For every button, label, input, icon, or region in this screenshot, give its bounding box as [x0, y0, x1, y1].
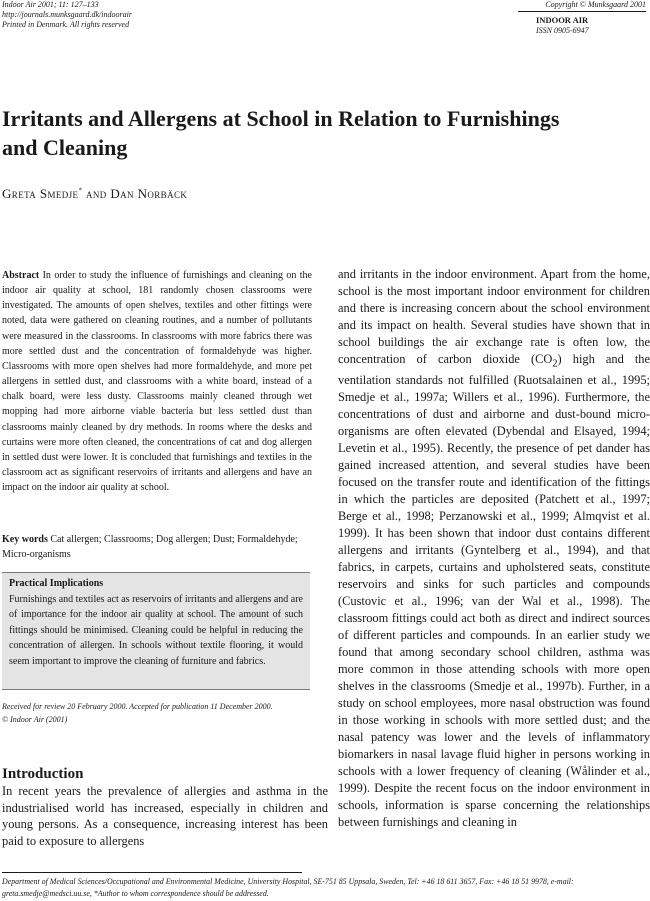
abstract-text: In order to study the influence of furnishings and cleaning on the indoor air quality at school, 181 randomly chosen classrooms were investigated. The amounts of open shelves, textiles and other fittings were noted, data were gathered on cleaning routines, and a number of pollutants were measured in the classrooms. In classrooms with more fabrics there was more settled dust and the concentration of formaldehyde was higher. Classrooms with more open shelves had more formaldehyde, and more pet allergens in settled dust, and classrooms with a white board, instead of a chalk board, were less dusty. Classrooms mainly cleaned through wet mopping had more airborne viable bacteria but less settled dust than classrooms mainly cleaned by dry methods. In rooms where the desks and curtains were more often cleaned, the concentrations of cat and dog allergen in settled dust were lower. It is concluded that furnishings and textiles in the classroom act as significant reservoirs of irritants and allergens and have an impact on the indoor air quality at school.: [2, 270, 312, 494]
introduction-heading: Introduction: [2, 766, 84, 782]
right-column-part-1: and irritants in the indoor environment. Apart from the home, school is the most important indoor environment for children and there is increasing concern about the school environment and its impact on health. Several studies have shown that in school buildings the air exchange rate is often low, the concentration of carbon dioxide (CO: [338, 267, 650, 366]
keywords-text: Cat allergen; Classrooms; Dog allergen; Dust; Formaldehyde; Micro-organisms: [2, 534, 298, 561]
affiliation-footnote: Department of Medical Sciences/Occupational and Environmental Medicine, University Hospital, SE-751 85 Uppsala, Sweden, Tel: +46 18 611 3657, Fax: +46 18 51 9978, e-mail: greta.smedje@medsci.uu.se, *Author to whom correspondence should be addressed.: [2, 877, 574, 898]
received-dates: Received for review 20 February 2000. Accepted for publication 11 December 2000.: [2, 702, 273, 711]
received-copyright: © Indoor Air (2001): [2, 715, 68, 724]
journal-url: http://journals.munksgaard.dk/indoorair: [2, 10, 132, 19]
running-header-right: [518, 0, 646, 36]
author-2: Dan Norbäck: [110, 186, 188, 201]
printed-note: Printed in Denmark. All rights reserved: [2, 20, 130, 29]
received-note: [2, 700, 312, 726]
abstract: [2, 268, 312, 495]
practical-implications-text: Furnishings and textiles act as reservoirs of irritants and allergens and are of importance for the indoor air quality at school. The amount of such fittings should be minimised. Cleaning could be helpful in reducing the concentration of allergen. In schools without textile flooring, it would seem important to improve the cleaning of furniture and fabrics.: [9, 593, 303, 667]
corresponding-asterisk: *: [78, 186, 83, 195]
author-conjunction: and: [82, 186, 111, 201]
practical-implications-box: [2, 572, 310, 690]
keywords-label: Key words: [2, 534, 48, 545]
footnote-rule: [2, 872, 302, 873]
article-title: Irritants and Allergens at School in Relation to Furnishings and Cleaning: [2, 106, 560, 160]
right-column-text: [338, 266, 650, 831]
journal-name: INDOOR AIR: [536, 15, 589, 25]
abstract-label: Abstract: [2, 270, 40, 281]
citation: Indoor Air 2001; 11: 127–133: [2, 0, 99, 9]
copyright: Copyright © Munksgaard 2001: [518, 0, 646, 12]
authors: [2, 186, 187, 202]
keywords: [2, 532, 312, 562]
introduction-text: In recent years the prevalence of allergies and asthma in the industrialised world has increased, especially in children and young persons. As a consequence, increasing interest has been paid to exposure to allergens: [2, 784, 328, 848]
running-header-left: [2, 0, 132, 30]
issn: ISSN 0905-6947: [536, 26, 589, 35]
right-column-part-2: ) high and the ventilation standards not fulfilled (Ruotsalainen et al., 1995; Smedje et al., 1997a; Willers et al., 1996). Furthermore, the concentrations of dust and airborne and dust-bound micro-organisms are often elevated (Dybendal and Elsayed, 1994; Levetin et al., 1995). Recently, the presence of pet dander has gained increased attention, and several studies have been focused on the transfer route and identification of the fittings in which the particles are deposited (Patchett et al., 1997; Berge et al., 1998; Perzanowski et al., 1999; Almqvist et al. 1999). It has been shown that indoor dust contains different allergens and irritants (Gyntelberg et al., 1994), and that fabrics, in carpets, curtains and upholstered seats, constitute reservoirs and sinks for such particles and compounds (Custovic et al., 1996; van der Wal et al., 1998). The classroom fittings could act both as direct and indirect sources of different particles and compounds. In an earlier study we found that among secondary school children, asthma was more common in those attending schools with more open shelves in the classrooms (Smedje et al., 1997b). Further, in a study on school employees, more nasal obstruction was found in those working in schools with more settled dust; and the nasal patency was lower and the levels of inflammatory biomarkers in nasal lavage fluid higher in persons working in schools with a lower frequency of cleaning (Wålinder et al., 1999). Despite the recent focus on the indoor environment in schools, information is sparse concerning the relationships between furnishings and cleaning in: [338, 352, 650, 830]
author-1: Greta Smedje: [2, 186, 79, 201]
co2-subscript: 2: [552, 358, 558, 370]
practical-implications-heading: Practical Implications: [9, 578, 104, 589]
